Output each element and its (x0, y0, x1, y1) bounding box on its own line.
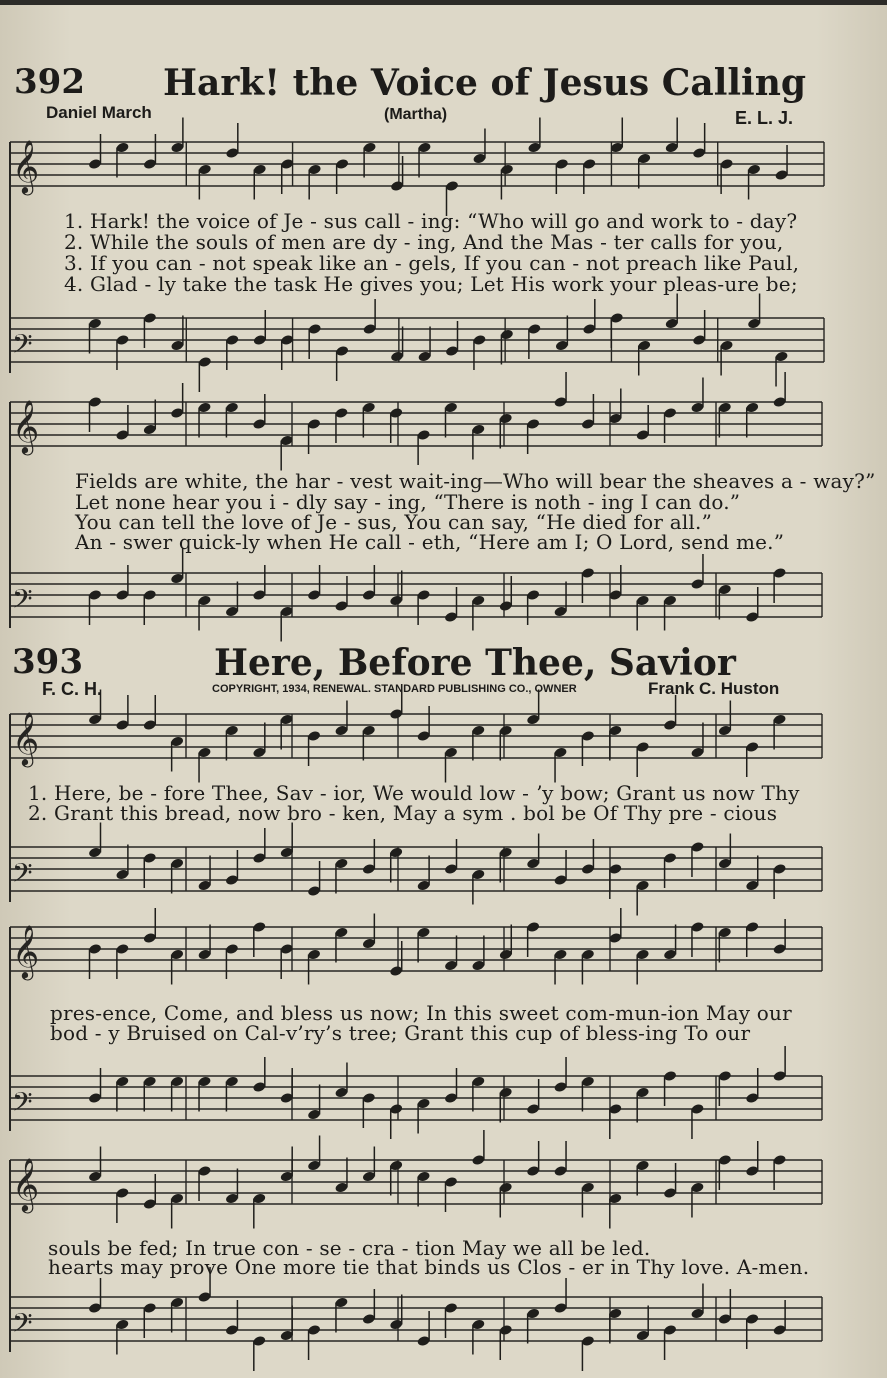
verse-line: 4. Glad - ly take the task He gives you; Let His work your pleas-ure be; (64, 272, 798, 296)
staff (10, 573, 822, 617)
staff (10, 1160, 822, 1204)
hymn-composer: E. L. J. (735, 108, 794, 128)
treble-clef-icon: 𝄞 (12, 924, 40, 978)
verse-line: souls be fed; In true con - se - cra - tion May we all be led. (48, 1236, 651, 1260)
hymn-number: 393 (12, 642, 83, 682)
treble-clef-icon: 𝄞 (12, 399, 40, 453)
verse-line: hearts may prove One more tie that binds us Clos - er in Thy love. A-men. (48, 1255, 810, 1279)
verse-line: 3. If you can - not speak like an - gels, If you can - not preach like Paul, (64, 251, 800, 275)
staff (10, 1297, 822, 1341)
treble-clef-icon: 𝄞 (12, 711, 40, 765)
verse-line: bod - y Bruised on Cal-v’ry’s tree; Grant this cup of bless-ing To our (50, 1021, 751, 1045)
treble-clef-icon: 𝄞 (12, 139, 40, 193)
staff (10, 847, 822, 891)
staff (10, 927, 822, 971)
verse-line: 2. Grant this bread, now bro - ken, May a sym . bol be Of Thy pre - cious (28, 801, 778, 825)
verse-line: pres-ence, Come, and bless us now; In this sweet com-mun-ion May our (50, 1001, 792, 1025)
verse-line: Fields are white, the har - vest wait-ing—Who will bear the sheaves a - way?” (75, 469, 876, 493)
bass-clef-icon: 𝄢 (12, 1086, 33, 1124)
staff (10, 1076, 822, 1120)
verse-line: Let none hear you i - dly say - ing, “There is noth - ing I can do.” (75, 490, 741, 514)
hymn-title: Hark! the Voice of Jesus Calling (163, 62, 807, 104)
treble-clef-icon: 𝄞 (12, 1157, 40, 1211)
bass-clef-icon: 𝄢 (12, 583, 33, 621)
bass-clef-icon: 𝄢 (12, 1307, 33, 1345)
bass-clef-icon: 𝄢 (12, 328, 33, 366)
verse-line: 2. While the souls of men are dy - ing, And the Mas - ter calls for you, (64, 230, 784, 254)
verse-line: An - swer quick-ly when He call - eth, “Here am I; O Lord, send me.” (75, 530, 785, 554)
hymn-number: 392 (14, 62, 85, 102)
hymn-author: Daniel March (46, 103, 152, 122)
verse-line: 1. Here, be - fore Thee, Sav - ior, We would low - ʼy bow; Grant us now Thy (28, 781, 800, 805)
hymn-tune-name: (Martha) (384, 106, 448, 123)
hymn-author: F. C. H. (42, 679, 103, 699)
staff (10, 142, 824, 186)
verse-line: You can tell the love of Je - sus, You can say, “He died for all.” (75, 510, 712, 534)
copyright-notice: COPYRIGHT, 1934, RENEWAL. STANDARD PUBLISHING CO., OWNER (212, 683, 577, 695)
verse-line: 1. Hark! the voice of Je - sus call - ing: “Who will go and work to - day? (64, 209, 798, 233)
bass-clef-icon: 𝄢 (12, 857, 33, 895)
hymn-title: Here, Before Thee, Savior (214, 642, 736, 684)
hymn-composer: Frank C. Huston (648, 679, 780, 698)
